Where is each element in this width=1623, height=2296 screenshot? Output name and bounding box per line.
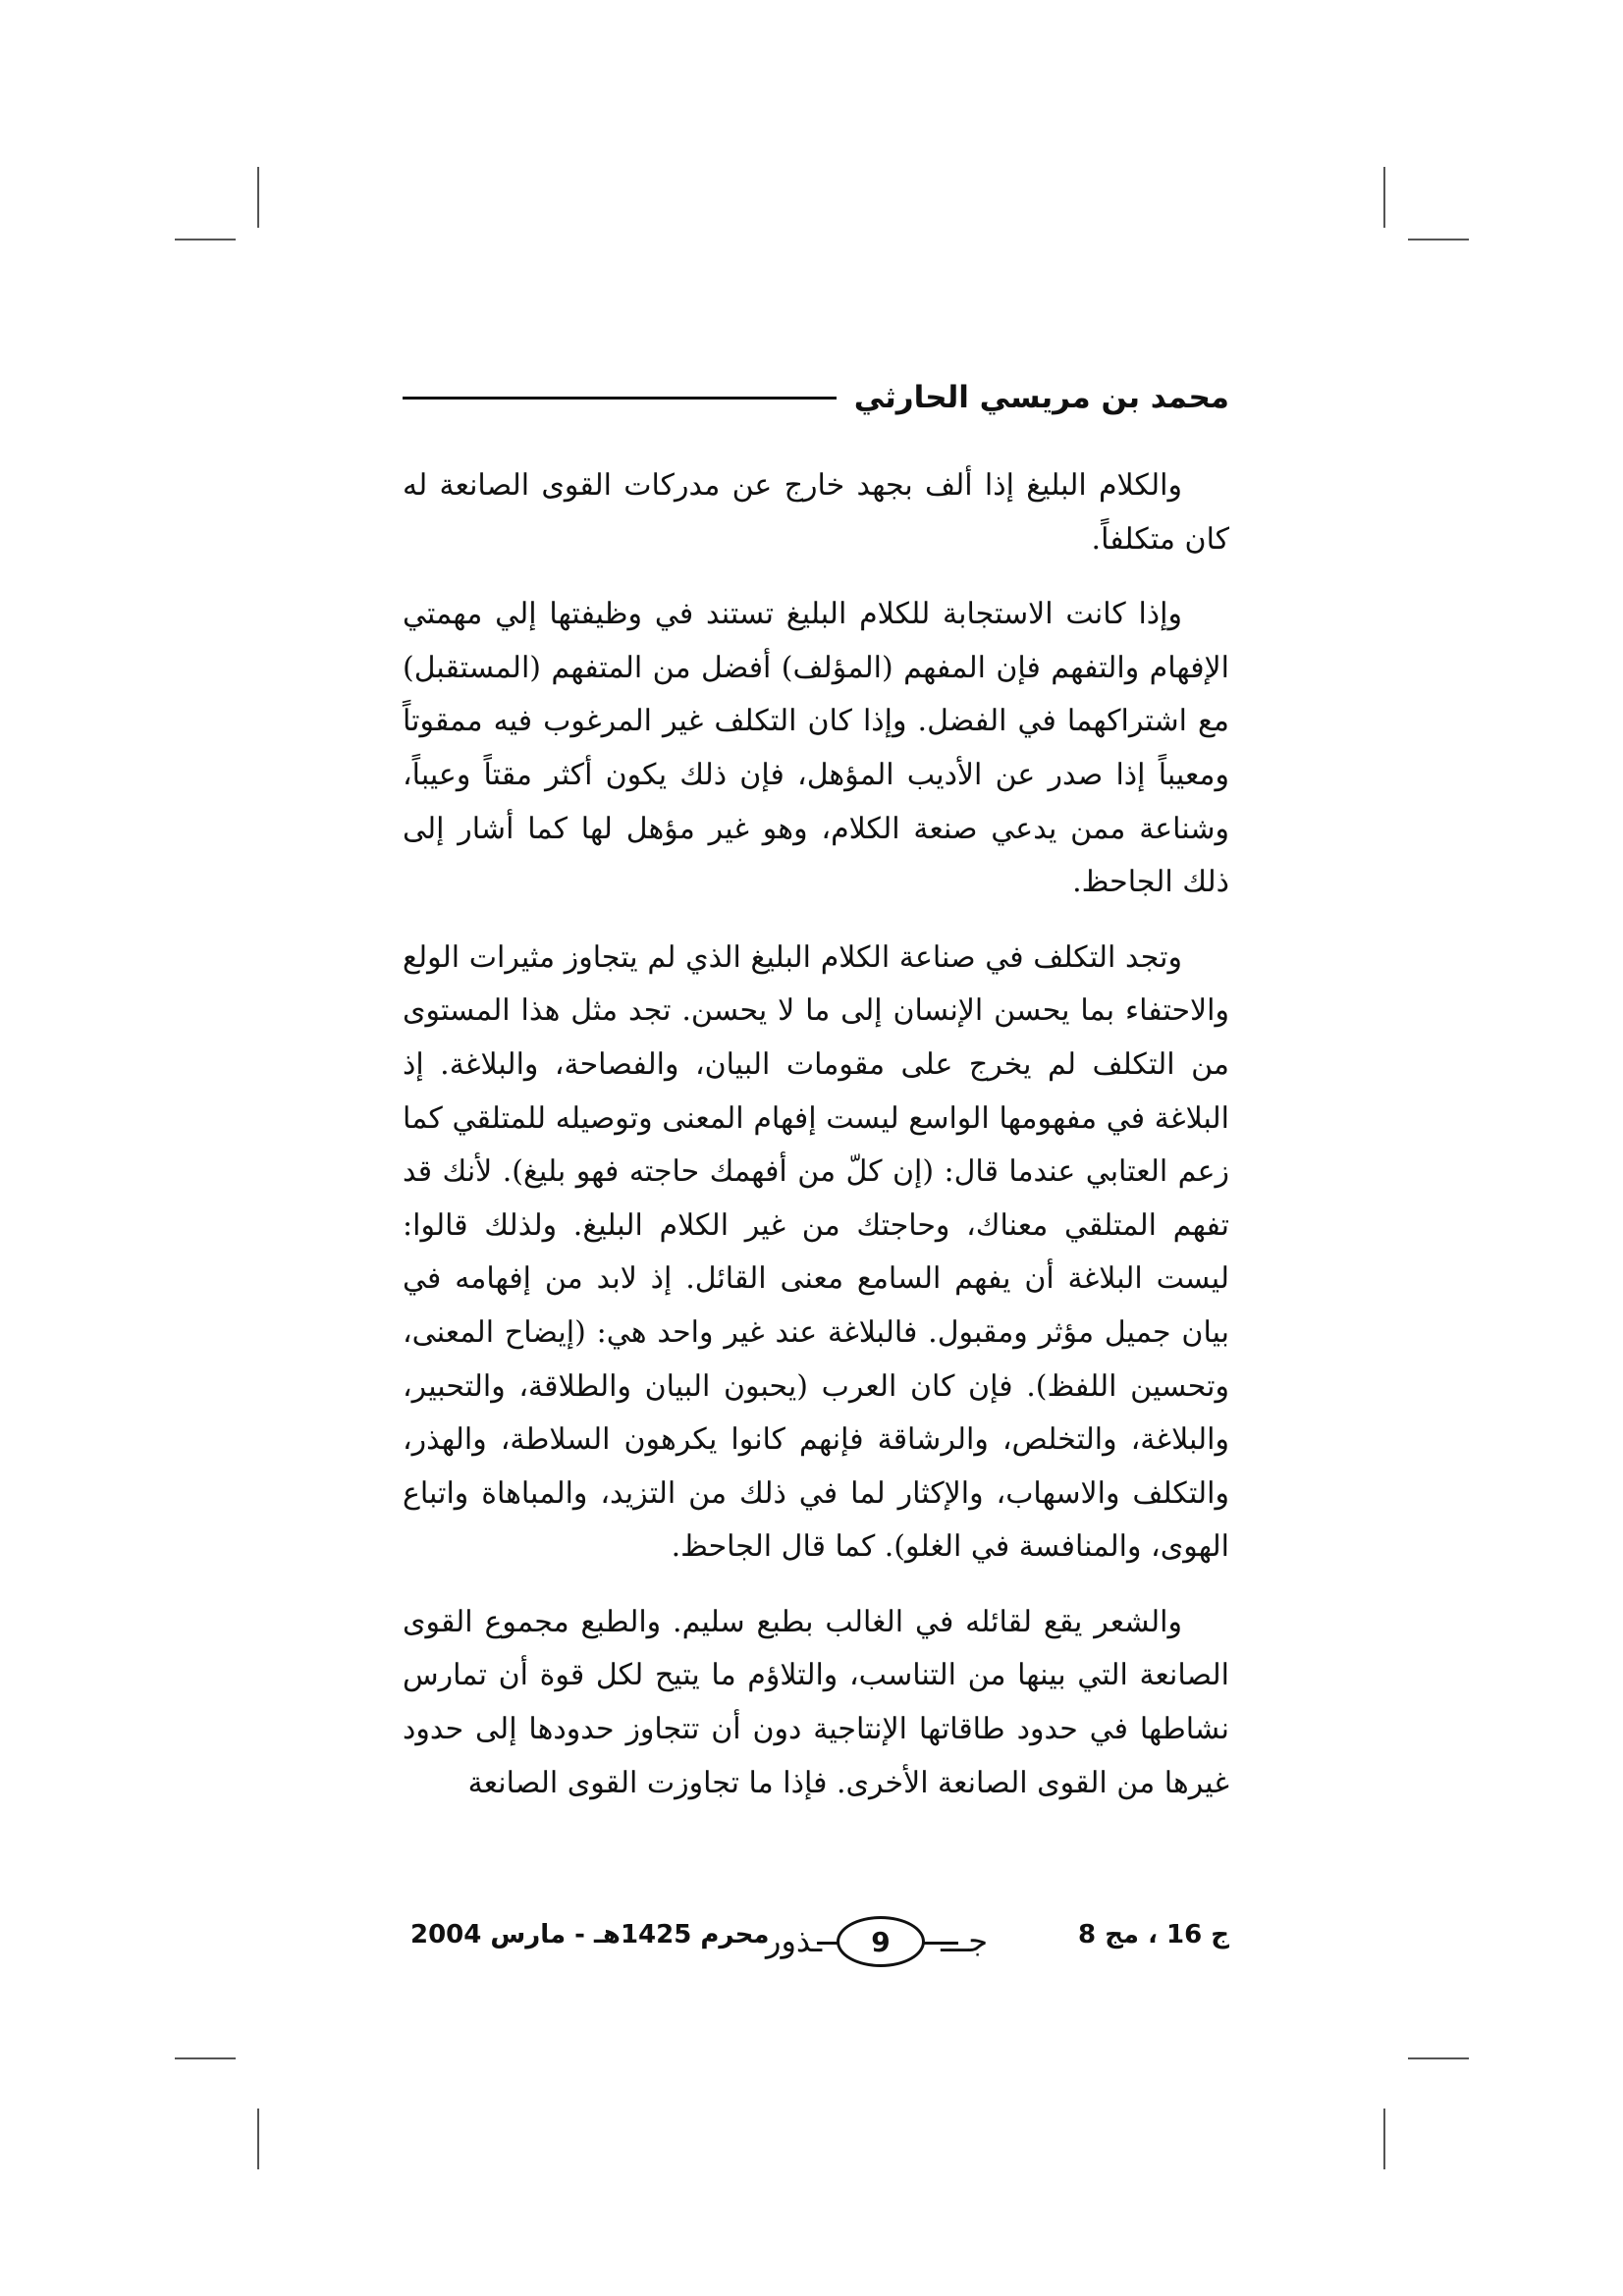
- paragraph-1: والكلام البليغ إذا ألف بجهد خارج عن مدركات القوى الصانعة له كان متكلفاً.: [403, 468, 1229, 557]
- crop-mark-top-right-vertical: [1383, 167, 1385, 228]
- article-body: [403, 459, 1229, 1832]
- page-number: 9: [837, 1916, 925, 1967]
- crop-mark-bottom-right-vertical: [1383, 2109, 1385, 2169]
- crop-mark-bottom-left-horizontal: [175, 2057, 236, 2059]
- running-header: [403, 373, 1229, 422]
- crop-mark-top-right-horizontal: [1408, 239, 1469, 240]
- paragraph-4: والشعر يقع لقائله في الغالب بطبع سليم. والطبع مجموع القوى الصانعة التي بينها من التناسب، والتلاؤم ما يتيح لكل قوة أن تمارس نشاطها في حدود طاقاتها الإنتاجية دون أن تتجاوز حدودها إلى حدود غيرها من القوى الصانعة الأخرى. فإذا ما تجاوزت القوى الصانعة: [403, 1604, 1229, 1800]
- crop-mark-top-left-horizontal: [175, 239, 236, 240]
- header-rule: [403, 397, 837, 400]
- page-footer: [403, 1910, 1229, 1979]
- journal-logo: [766, 1910, 992, 1969]
- crop-mark-top-left-vertical: [257, 167, 259, 228]
- journal-word-right: جـــ: [941, 1922, 988, 1959]
- crop-mark-bottom-left-vertical: [257, 2109, 259, 2169]
- paragraph-2: وإذا كانت الاستجابة للكلام البليغ تستند في وظيفتها إلي مهمتي الإفهام والتفهم فإن المفهم (المؤلف) أفضل من المتفهم (المستقبل) مع اشتراكهما في الفضل. وإذا كان التكلف غير المرغوب فيه ممقوتاً ومعيباً إذا صدر عن الأديب المؤهل، فإن ذلك يكون أكثر مقتاً وعيباً، وشناعة ممن يدعي صنعة الكلام، وهو غير مؤهل لها كما أشار إلى ذلك الجاحظ.: [403, 597, 1230, 900]
- crop-mark-bottom-right-horizontal: [1408, 2057, 1469, 2059]
- paragraph-3: وتجد التكلف في صناعة الكلام البليغ الذي لم يتجاوز مثيرات الولع والاحتفاء بما يحسن الإنسان إلى ما لا يحسن. تجد مثل هذا المستوى من التكلف لم يخرج على مقومات البيان، والفصاحة، والبلاغة. إذ البلاغة في مفهومها الواسع ليست إفهام المعنى وتوصيله للمتلقي كما زعم العتابي عندما قال: (إن كلّ من أفهمك حاجته فهو بليغ). لأنك قد تفهم المتلقي معناك، وحاجتك من غير الكلام البليغ. ولذلك قالوا: ليست البلاغة أن يفهم السامع معنى القائل. إذ لابد من إفهامه في بيان جميل مؤثر ومقبول. فالبلاغة عند غير واحد هي: (إيضاح المعنى، وتحسين اللفظ). فإن كان العرب (يحبون البيان والطلاقة، والتحبير، والبلاغة، والتخلص، والرشاقة فإنهم كانوا يكرهون السلاطة، والهذر، والتكلف والاسهاب، والإكثار لما في ذلك من التزيد، والمباهاة واتباع الهوى، والمنافسة في الغلو). كما قال الجاحظ.: [403, 939, 1230, 1565]
- journal-word-left: ـذور: [766, 1922, 823, 1959]
- author-name: محمد بن مريسي الحارثي: [853, 380, 1229, 415]
- issue-date: محرم 1425هـ - مارس 2004: [410, 1920, 770, 1949]
- issue-volume: ج 16 ، مج 8: [1078, 1920, 1229, 1949]
